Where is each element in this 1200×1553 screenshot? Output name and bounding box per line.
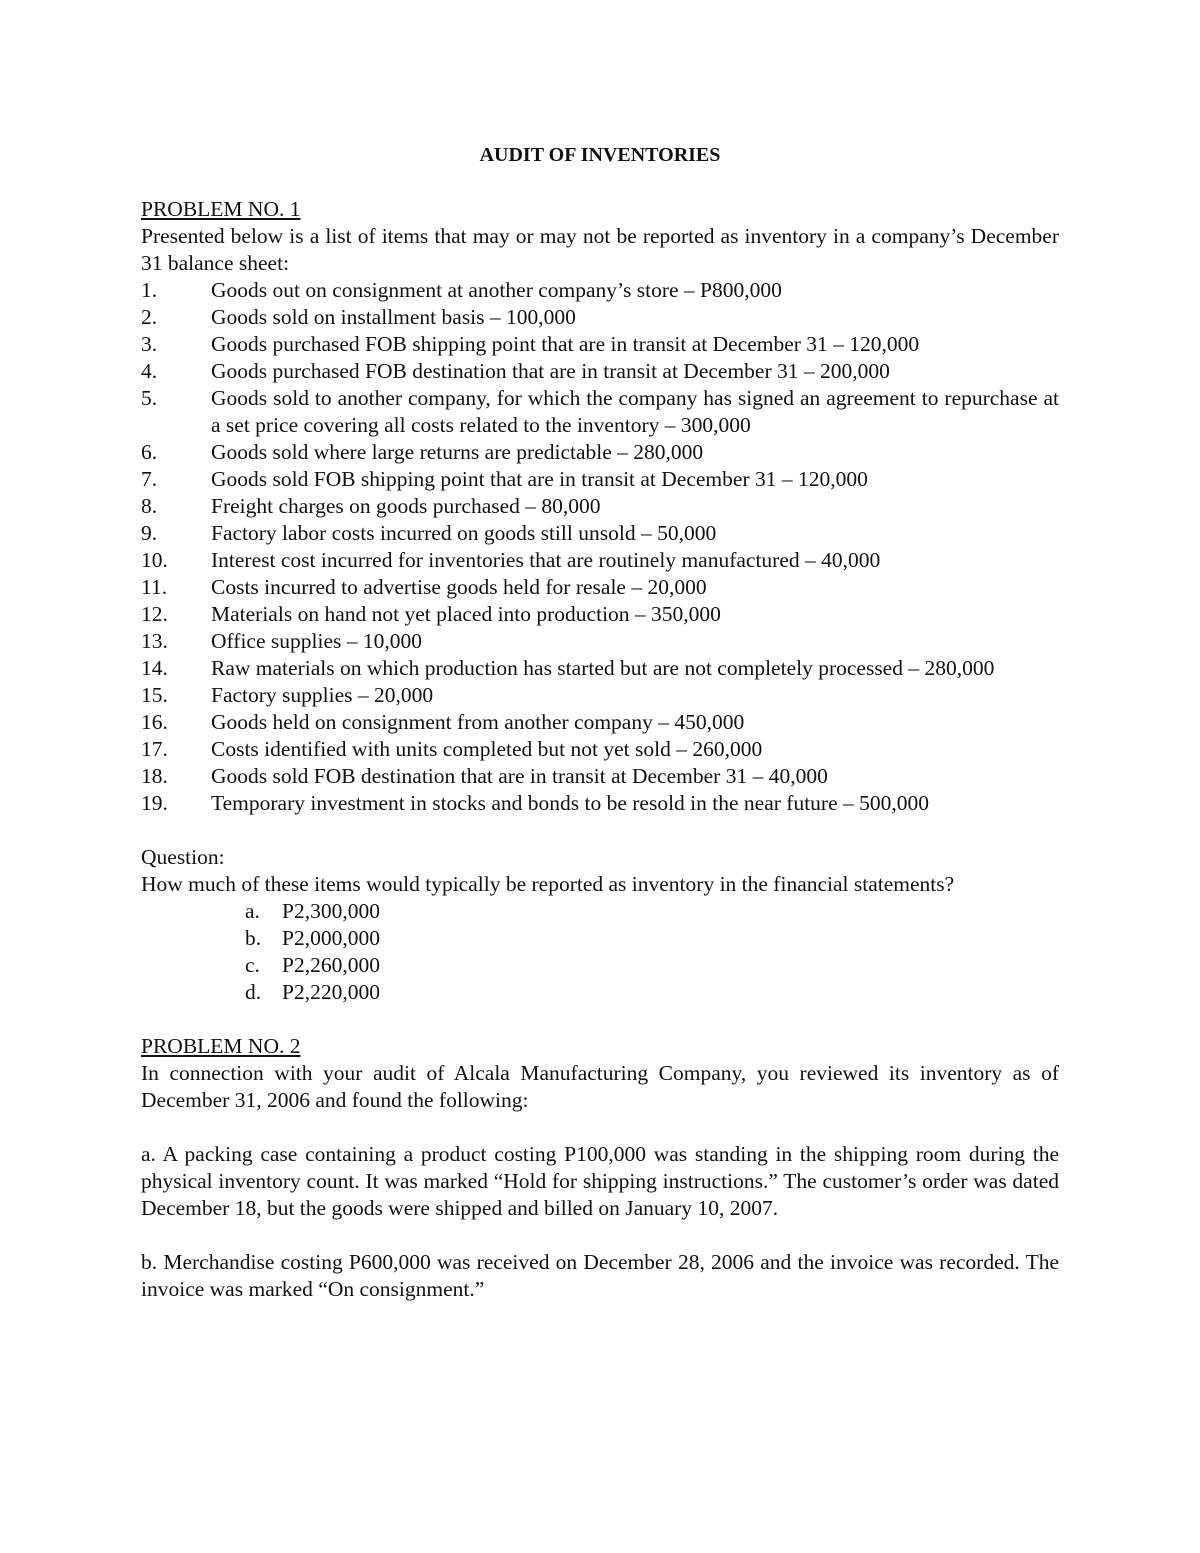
item-number: 8. — [141, 494, 158, 518]
item-number: 16. — [141, 710, 168, 734]
item-number: 2. — [141, 305, 158, 329]
item-number: 14. — [141, 656, 168, 680]
list-item — [141, 331, 1059, 358]
choice-letter: b. — [245, 926, 262, 950]
item-number: 19. — [141, 791, 168, 815]
item-number: 10. — [141, 548, 168, 572]
item-text: Goods purchased FOB shipping point that are in transit at December 31 – 120,000 — [211, 332, 920, 356]
list-item — [141, 790, 1059, 817]
list-item — [141, 709, 1059, 736]
item-number: 5. — [141, 386, 158, 410]
item-text: Materials on hand not yet placed into production – 350,000 — [211, 602, 721, 626]
document-page — [141, 142, 1059, 1303]
choice-text: P2,300,000 — [282, 899, 380, 923]
problem-1-heading: PROBLEM NO. 1 — [141, 197, 301, 221]
answer-choices — [141, 898, 1059, 1006]
choice-letter: d. — [245, 980, 262, 1004]
answer-choice — [141, 979, 1059, 1006]
list-item — [141, 439, 1059, 466]
list-item — [141, 385, 1059, 439]
list-item — [141, 304, 1059, 331]
spacer — [141, 1222, 1059, 1249]
answer-choice — [141, 952, 1059, 979]
item-text: Goods purchased FOB destination that are in transit at December 31 – 200,000 — [211, 359, 890, 383]
list-item — [141, 628, 1059, 655]
question-text: How much of these items would typically be reported as inventory in the financial statements? — [141, 872, 955, 896]
list-item — [141, 655, 1059, 682]
item-text: Interest cost incurred for inventories that are routinely manufactured – 40,000 — [211, 548, 881, 572]
list-item — [141, 493, 1059, 520]
item-number: 15. — [141, 683, 168, 707]
list-item — [141, 574, 1059, 601]
item-number: 17. — [141, 737, 168, 761]
item-text: Goods out on consignment at another company’s store – P800,000 — [211, 278, 782, 302]
item-text: Goods sold to another company, for which the company has signed an agreement to repurchase at a set price covering all costs related to the inventory – 300,000 — [211, 386, 1059, 437]
item-text: Goods held on consignment from another company – 450,000 — [211, 710, 745, 734]
item-number: 6. — [141, 440, 158, 464]
item-text: Factory supplies – 20,000 — [211, 683, 434, 707]
item-text: Factory labor costs incurred on goods still unsold – 50,000 — [211, 521, 717, 545]
item-number: 11. — [141, 575, 168, 599]
item-text: Goods sold on installment basis – 100,000 — [211, 305, 576, 329]
item-number: 1. — [141, 278, 158, 302]
choice-letter: a. — [245, 899, 260, 923]
problem-2-paragraph-b: b. Merchandise costing P600,000 was received on December 28, 2006 and the invoice was recorded. The invoice was marked “On consignment.” — [141, 1250, 1059, 1301]
choice-text: P2,260,000 — [282, 953, 380, 977]
item-text: Costs identified with units completed but not yet sold – 260,000 — [211, 737, 763, 761]
list-item — [141, 736, 1059, 763]
item-text: Goods sold where large returns are predictable – 280,000 — [211, 440, 704, 464]
item-text: Temporary investment in stocks and bonds to be resold in the near future – 500,000 — [211, 791, 929, 815]
spacer — [141, 817, 1059, 844]
item-number: 13. — [141, 629, 168, 653]
item-number: 18. — [141, 764, 168, 788]
item-number: 3. — [141, 332, 158, 356]
list-item — [141, 277, 1059, 304]
question-label: Question: — [141, 845, 225, 869]
problem-2-paragraph-a: a. A packing case containing a product costing P100,000 was standing in the shipping room during the physical inventory count. It was marked “Hold for shipping instructions.” The customer’s order was dated December 18, but the goods were shipped and billed on January 10, 2007. — [141, 1142, 1059, 1220]
item-number: 4. — [141, 359, 158, 383]
problem-2-intro: In connection with your audit of Alcala Manufacturing Company, you reviewed its inventory as of December 31, 2006 and found the following: — [141, 1061, 1059, 1112]
item-text: Goods sold FOB destination that are in transit at December 31 – 40,000 — [211, 764, 828, 788]
item-number: 12. — [141, 602, 168, 626]
problem-2-heading: PROBLEM NO. 2 — [141, 1034, 301, 1058]
item-text: Costs incurred to advertise goods held for resale – 20,000 — [211, 575, 707, 599]
list-item — [141, 520, 1059, 547]
spacer — [141, 1006, 1059, 1033]
spacer — [141, 1114, 1059, 1141]
list-item — [141, 601, 1059, 628]
problem-1-item-list — [141, 277, 1059, 817]
item-text: Raw materials on which production has started but are not completely processed – 280,000 — [211, 656, 995, 680]
item-text: Goods sold FOB shipping point that are in transit at December 31 – 120,000 — [211, 467, 868, 491]
answer-choice — [141, 898, 1059, 925]
choice-letter: c. — [245, 953, 260, 977]
list-item — [141, 466, 1059, 493]
list-item — [141, 358, 1059, 385]
item-text: Freight charges on goods purchased – 80,000 — [211, 494, 601, 518]
choice-text: P2,220,000 — [282, 980, 380, 1004]
list-item — [141, 547, 1059, 574]
problem-1-intro: Presented below is a list of items that may or may not be reported as inventory in a company’s December 31 balance sheet: — [141, 224, 1059, 275]
document-title: AUDIT OF INVENTORIES — [479, 144, 721, 166]
list-item — [141, 763, 1059, 790]
item-number: 7. — [141, 467, 158, 491]
item-text: Office supplies – 10,000 — [211, 629, 422, 653]
choice-text: P2,000,000 — [282, 926, 380, 950]
item-number: 9. — [141, 521, 158, 545]
list-item — [141, 682, 1059, 709]
answer-choice — [141, 925, 1059, 952]
